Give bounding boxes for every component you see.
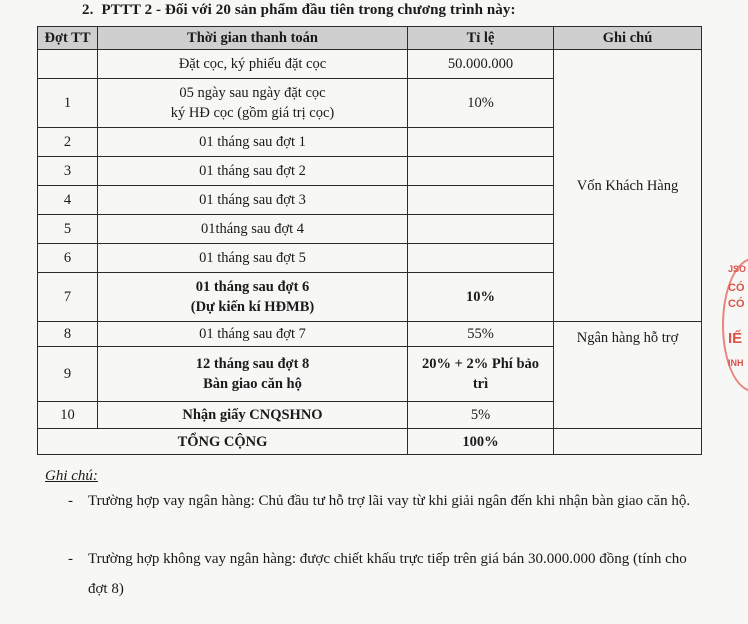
cell-time-line1: 01 tháng sau đợt 6	[195, 279, 310, 295]
cell-period: 9	[38, 347, 98, 402]
cell-rate	[408, 244, 554, 273]
cell-period: 8	[38, 322, 98, 347]
cell-time-line2: Bàn giao căn hộ	[203, 376, 302, 392]
note-group-bank-support: Ngân hàng hỗ trợ	[554, 322, 702, 429]
cell-time: 01 tháng sau đợt 3	[98, 186, 408, 215]
note-text: Trường hợp không vay ngân hàng: được chiết khấu trực tiếp trên giá bán 30.000.000 đồng (tính cho đợt 8)	[88, 551, 687, 597]
cell-time	[98, 273, 408, 322]
cell-time	[98, 347, 408, 402]
total-note-empty	[554, 429, 702, 455]
header-period: Đợt TT	[38, 27, 98, 50]
cell-time: 01 tháng sau đợt 5	[98, 244, 408, 273]
cell-period	[38, 50, 98, 79]
cell-period: 3	[38, 157, 98, 186]
cell-rate: 5%	[408, 402, 554, 429]
cell-period: 10	[38, 402, 98, 429]
cell-period: 1	[38, 79, 98, 128]
table-header-row	[38, 27, 702, 50]
cell-time: Đặt cọc, ký phiếu đặt cọc	[98, 50, 408, 79]
cell-rate: 55%	[408, 322, 554, 347]
header-note: Ghi chú	[554, 27, 702, 50]
table-row	[38, 322, 702, 347]
note-bullet: -	[68, 493, 73, 509]
cell-rate	[408, 186, 554, 215]
stamp-text: CÓ	[728, 298, 745, 310]
cell-period: 4	[38, 186, 98, 215]
header-rate: Tỉ lệ	[408, 27, 554, 50]
cell-rate	[408, 215, 554, 244]
cell-period: 5	[38, 215, 98, 244]
total-row	[38, 429, 702, 455]
cell-time-line1: 12 tháng sau đợt 8	[195, 356, 310, 372]
payment-schedule-table	[37, 26, 702, 455]
cell-time: 01 tháng sau đợt 2	[98, 157, 408, 186]
cell-time: 01tháng sau đợt 4	[98, 215, 408, 244]
cell-rate: 10%	[408, 273, 554, 322]
cell-time: 01 tháng sau đợt 7	[98, 322, 408, 347]
notes-title: Ghi chú:	[45, 468, 98, 484]
cell-period: 7	[38, 273, 98, 322]
stamp-text: JSO	[728, 264, 747, 274]
stamp-text: CÓ	[728, 282, 745, 294]
cell-period: 6	[38, 244, 98, 273]
total-value: 100%	[408, 429, 554, 455]
company-stamp	[722, 258, 748, 388]
cell-rate	[408, 157, 554, 186]
cell-rate: 10%	[408, 79, 554, 128]
cell-rate	[408, 347, 554, 402]
cell-rate-line1: 20% + 2% Phí bảo	[421, 356, 540, 372]
note-item	[68, 544, 708, 604]
cell-time: 01 tháng sau đợt 1	[98, 128, 408, 157]
note-item	[68, 486, 708, 516]
cell-time-line2: (Dự kiến kí HĐMB)	[190, 299, 315, 315]
cell-rate: 50.000.000	[408, 50, 554, 79]
cell-rate	[408, 128, 554, 157]
note-bullet: -	[68, 551, 73, 567]
cell-time-line2: ký HĐ cọc (gồm giá trị cọc)	[170, 105, 335, 121]
header-payment-time: Thời gian thanh toán	[98, 27, 408, 50]
note-group-customer-capital: Vốn Khách Hàng	[554, 50, 702, 322]
cell-time: Nhận giấy CNQSHNO	[98, 402, 408, 429]
total-label: TỔNG CỘNG	[38, 429, 408, 455]
cell-rate-line2: trì	[472, 376, 489, 392]
stamp-text: IẾ	[728, 330, 743, 347]
section-title: PTTT 2 - Đối với 20 sản phẩm đầu tiên trong chương trình này:	[101, 2, 516, 18]
stamp-text: INH	[728, 358, 744, 368]
section-heading	[82, 2, 516, 19]
cell-period: 2	[38, 128, 98, 157]
stamp-ring	[722, 258, 748, 392]
table-row	[38, 50, 702, 79]
cell-time	[98, 79, 408, 128]
cell-time-line1: 05 ngày sau ngày đặt cọc	[179, 85, 326, 101]
note-text: Trường hợp vay ngân hàng: Chủ đầu tư hỗ trợ lãi vay từ khi giải ngân đến khi nhận bàn giao căn hộ.	[88, 493, 691, 509]
section-number: 2.	[82, 2, 94, 18]
